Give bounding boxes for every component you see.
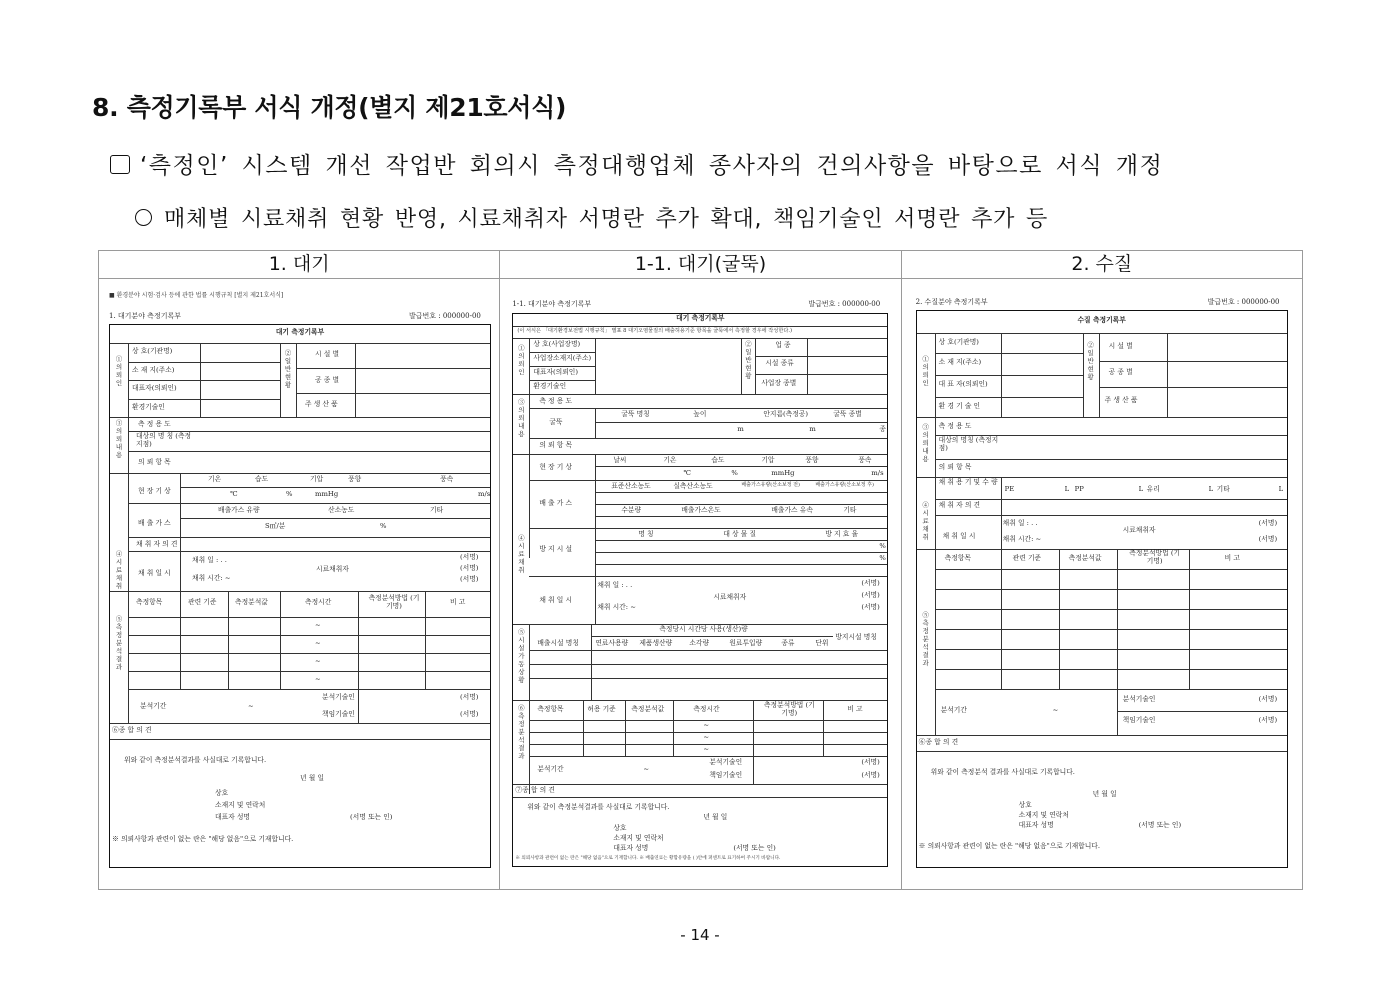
general-row: 주 생 산 품 bbox=[305, 400, 338, 408]
company: 상호 bbox=[1018, 801, 1032, 809]
form-comparison-table bbox=[98, 250, 1303, 890]
tilde: ~ bbox=[315, 657, 321, 665]
form-title: 대기 측정기록부 bbox=[275, 328, 325, 336]
client-row: 대표자(의뢰인) bbox=[132, 384, 177, 392]
representative: 대표자 성명 bbox=[1018, 821, 1054, 829]
result-col: 측정분석방법 (기기명) bbox=[368, 594, 420, 610]
operation-col: 연료사용량 bbox=[595, 639, 629, 647]
address: 소재지 및 연락처 bbox=[1018, 811, 1069, 819]
date-label: 채 취 일 시 bbox=[942, 532, 976, 540]
operation-col: 소각량 bbox=[689, 639, 710, 647]
section-title: 8. 측정기록부 서식 개정(별지 제21호서식) bbox=[92, 93, 567, 122]
sign-label: (서명) bbox=[861, 758, 880, 766]
exhaust-col: 표준산소농도 bbox=[611, 482, 651, 490]
result-col: 측정분석값 bbox=[631, 705, 665, 713]
form-note: ※ 의뢰사항과 관련이 없는 란은 "해당 없음"으로 기재합니다. bbox=[918, 842, 1101, 850]
operation-label: ⑤ 시설가동상황 bbox=[518, 628, 525, 684]
weather-unit: m/s bbox=[871, 469, 884, 477]
statement: 위와 같이 측정분석 결과를 사실대로 기록합니다. bbox=[930, 768, 1075, 776]
container-col: L bbox=[1064, 485, 1070, 493]
law-note: ■ 환경분야 시험·검사 등에 관한 법률 시행규칙 [별지 제21호서식] bbox=[109, 292, 284, 299]
exhaust-unit: % bbox=[380, 522, 387, 530]
analysis-period: 분석기간 bbox=[140, 702, 167, 710]
exhaust-col: 배출가스유량(산소보정 전) bbox=[741, 482, 800, 488]
operation-header: 측정당시 시간당 사용(생산)량 bbox=[659, 625, 748, 633]
result-col: 측정분석방법 (기기명) bbox=[763, 701, 815, 717]
general-row: 공 종 별 bbox=[1108, 368, 1133, 376]
exhaust-col: 배출가스 유속 bbox=[771, 506, 813, 514]
sign-label: (서명) bbox=[861, 603, 880, 611]
client-row: 대표자(의뢰인) bbox=[533, 368, 579, 376]
form-subtitle: 2. 수질분야 측정기록부 bbox=[915, 298, 988, 306]
weather-label: 현 장 기 상 bbox=[539, 463, 573, 471]
sign-label: (서명) bbox=[460, 575, 479, 583]
exhaust-col: 배출가스유량(산소보정 후) bbox=[815, 482, 874, 488]
issue-number: 발급번호 : 000000-00 bbox=[409, 312, 481, 320]
analyst-label: 분석기술인 bbox=[322, 693, 355, 701]
form-title: 수질 측정기록부 bbox=[1077, 316, 1126, 324]
client-row: 대 표 자(의뢰인) bbox=[938, 380, 988, 388]
circle-bullet-icon bbox=[135, 209, 152, 226]
weather-unit: ℃ bbox=[683, 469, 691, 477]
company: 상호 bbox=[613, 824, 627, 832]
exhaust-col: 실측산소농도 bbox=[673, 482, 713, 490]
percent: % bbox=[879, 542, 886, 550]
client-label: ① 의뢰인 bbox=[115, 355, 123, 387]
operation-col: 제품생산량 bbox=[639, 639, 673, 647]
panel-water bbox=[902, 251, 1302, 889]
stack-unit: m bbox=[737, 425, 744, 433]
representative: 대표자 성명 bbox=[613, 844, 649, 852]
sign-label: (서명) bbox=[460, 553, 479, 561]
sampler-label: 시료채취자 bbox=[316, 565, 349, 573]
stack-col: 안지름(측정공) bbox=[763, 410, 809, 418]
sign-label: (서명) bbox=[460, 693, 479, 701]
exhaust-unit: S㎥/분 bbox=[265, 522, 286, 530]
weather-col: 기압 bbox=[761, 456, 775, 464]
general-row: 시 설 별 bbox=[1108, 342, 1133, 350]
result-col: 관련 기준 bbox=[188, 598, 217, 606]
request-label: ③ 의뢰내용 bbox=[518, 398, 525, 438]
request-row: 의 뢰 항 목 bbox=[138, 458, 171, 466]
request-row: 측 정 용 도 bbox=[138, 420, 171, 428]
form-subtitle: 1. 대기분야 측정기록부 bbox=[109, 312, 181, 320]
operation-row: 배출시설 명칭 bbox=[537, 639, 579, 647]
issue-number: 발급번호 : 000000-00 bbox=[808, 300, 881, 308]
form-intro: (이 서식은 「대기환경보전법 시행규칙」 별표 8 대기오염물질의 배출허용기준 항목을 굴뚝에서 측정할 경우에 작성한다.) bbox=[517, 328, 793, 334]
sign-label: (서명) bbox=[460, 564, 479, 572]
date-time: 채취 시간: ~ bbox=[1002, 535, 1042, 543]
result-label: ⑤ 측정분석 결과 bbox=[115, 615, 123, 671]
result-col: 측정항목 bbox=[136, 598, 163, 606]
stack-col: 높이 bbox=[693, 410, 707, 418]
tilde: ~ bbox=[315, 675, 321, 683]
result-col: 측정시간 bbox=[693, 705, 720, 713]
panel-header-water: 2. 수질 bbox=[902, 251, 1302, 279]
client-row: 소 재 지(주소) bbox=[938, 358, 982, 366]
weather-col: 풍향 bbox=[805, 456, 819, 464]
sampling-label: ④ 시료채취 bbox=[518, 534, 525, 574]
result-col: 허용 기준 bbox=[587, 705, 616, 713]
operation-col: 단위 bbox=[815, 639, 829, 647]
bullet-primary bbox=[110, 147, 1163, 180]
general-label: ② 일반현황 bbox=[1087, 341, 1094, 381]
exhaust-col: 산소농도 bbox=[328, 506, 355, 514]
address: 소재지 및 연락처 bbox=[613, 834, 664, 842]
general-row: 주 생 산 품 bbox=[1104, 396, 1138, 404]
date-line: 년 월 일 bbox=[300, 774, 325, 782]
opinion-label: 채 취 자 의 견 bbox=[136, 540, 178, 548]
stack-form-preview bbox=[500, 279, 900, 889]
date-label: 채 취 일 시 bbox=[539, 596, 573, 604]
control-col: 방 지 효 율 bbox=[825, 530, 859, 538]
sampling-label: ④ 시료채취 bbox=[922, 501, 929, 541]
stack-unit: 종 bbox=[879, 425, 886, 433]
square-bullet-icon bbox=[110, 155, 130, 174]
date-day: 채취 일 : . . bbox=[1002, 519, 1038, 527]
general-row: 사업장 종별 bbox=[761, 379, 797, 387]
analysis-period: 분석기간 bbox=[940, 706, 967, 714]
chief-label: 책임기술인 bbox=[1122, 716, 1156, 724]
opinion-label: 채 취 자 의 견 bbox=[938, 501, 981, 509]
client-row: 소 재 지(주소) bbox=[132, 366, 175, 374]
analyst-label: 분석기술인 bbox=[709, 758, 743, 766]
stack-col: 굴뚝 명칭 bbox=[621, 410, 650, 418]
air-form-table bbox=[109, 324, 491, 868]
general-label: ② 일반현황 bbox=[284, 349, 292, 389]
result-col: 측정항목 bbox=[537, 705, 564, 713]
sampling-label: ④ 시료채취 bbox=[115, 550, 123, 590]
tilde: ~ bbox=[703, 721, 710, 729]
request-row: 대상의 명 칭 (측정지점) bbox=[136, 432, 192, 448]
client-row: 사업장소재지(주소) bbox=[533, 354, 592, 362]
control-col: 명 칭 bbox=[638, 530, 654, 538]
request-row: 대상의 명칭 (측정지점) bbox=[938, 436, 999, 452]
weather-col: 습도 bbox=[711, 456, 725, 464]
weather-col: 풍속 bbox=[440, 475, 454, 483]
date-line: 년 월 일 bbox=[1092, 790, 1117, 798]
stack-col: 굴뚝 종별 bbox=[833, 410, 862, 418]
date-line: 년 월 일 bbox=[703, 813, 728, 821]
tilde: ~ bbox=[315, 639, 321, 647]
result-col: 관련 기준 bbox=[1012, 554, 1042, 562]
rep-sign: (서명 또는 인) bbox=[1138, 821, 1182, 829]
panel-header-air: 1. 대기 bbox=[99, 251, 499, 279]
exhaust-col: 기타 bbox=[843, 506, 857, 514]
form-subtitle: 1-1. 대기분야 측정기록부 bbox=[512, 300, 592, 308]
client-label: ① 의뢰인 bbox=[922, 355, 929, 387]
result-col: 측정분석값 bbox=[1068, 554, 1102, 562]
sign-label: (서명) bbox=[861, 591, 880, 599]
date-day: 채취 일 : . . bbox=[597, 581, 633, 589]
statement: 위와 같이 측정분석결과를 사실대로 기록합니다. bbox=[527, 803, 670, 811]
rep-sign: (서명 또는 인) bbox=[350, 813, 393, 821]
tilde: ~ bbox=[703, 745, 710, 753]
weather-col: 습도 bbox=[255, 475, 269, 483]
tilde: ~ bbox=[315, 621, 321, 629]
date-time: 채취 시간: ~ bbox=[192, 574, 231, 582]
sign-label: (서명) bbox=[1258, 535, 1278, 543]
overall-opinion: ⑥종 합 의 견 bbox=[918, 738, 959, 746]
sign-label: (서명) bbox=[861, 771, 880, 779]
bullet-secondary bbox=[135, 202, 1048, 233]
client-row: 환경기술인 bbox=[533, 382, 567, 390]
request-row: 측 정 용 도 bbox=[938, 422, 972, 430]
operation-col: 방지시설 명칭 bbox=[835, 633, 877, 641]
control-label: 방 지 시 설 bbox=[539, 545, 573, 553]
form-title: 대기 측정기록부 bbox=[676, 314, 725, 322]
form-note: ※ 의뢰사항과 관련이 없는 란은 "해당 없음"으로 기재합니다. bbox=[112, 835, 294, 843]
weather-unit: m/s bbox=[478, 490, 491, 498]
date-time: 채취 시간: ~ bbox=[597, 603, 636, 611]
sign-label: (서명) bbox=[1258, 519, 1278, 527]
sign-label: (서명) bbox=[1258, 695, 1278, 703]
stack-label: 굴뚝 bbox=[549, 418, 563, 426]
request-label: ③ 의뢰내용 bbox=[922, 423, 929, 463]
result-col: 측정시간 bbox=[305, 598, 332, 606]
container-col: L bbox=[1278, 485, 1284, 493]
panel-header-air-stack: 1-1. 대기(굴뚝) bbox=[500, 251, 900, 279]
weather-unit: % bbox=[731, 469, 738, 477]
result-label: ⑥ 측정분석결과 bbox=[518, 704, 525, 760]
result-col: 측정분석방법 (기기명) bbox=[1129, 549, 1181, 565]
percent: % bbox=[879, 554, 886, 562]
sign-label: (서명) bbox=[460, 710, 479, 718]
air-form-preview bbox=[99, 279, 499, 889]
sampler-label: 시료채취자 bbox=[713, 593, 747, 601]
weather-col: 풍향 bbox=[348, 475, 362, 483]
request-label: ③ 의뢰내용 bbox=[115, 419, 123, 459]
weather-col: 기온 bbox=[208, 475, 222, 483]
panel-air bbox=[99, 251, 500, 889]
analysis-period: 분석기간 bbox=[537, 765, 564, 773]
date-day: 채취 일 : . . bbox=[192, 556, 227, 564]
container-col: PP bbox=[1074, 485, 1084, 493]
container-col: PE bbox=[1004, 485, 1015, 493]
water-form-preview bbox=[902, 279, 1302, 889]
client-row: 상 호(기관명) bbox=[132, 347, 173, 355]
weather-label: 현 장 기 상 bbox=[138, 487, 171, 495]
general-row: 시 설 별 bbox=[315, 350, 340, 358]
weather-col: 풍속 bbox=[858, 456, 872, 464]
exhaust-label: 배 출 가 스 bbox=[539, 499, 573, 507]
bullet-secondary-text: 매체별 시료채취 현황 반영, 시료채취자 서명란 추가 확대, 책임기술인 서명란 추가 등 bbox=[164, 207, 1049, 232]
sign-label: (서명) bbox=[861, 579, 880, 587]
weather-unit: mmHg bbox=[315, 490, 339, 498]
container-col: 유리 bbox=[1146, 485, 1160, 493]
weather-col: 기압 bbox=[310, 475, 324, 483]
tilde: ~ bbox=[1052, 706, 1059, 714]
rep-sign: (서명 또는 인) bbox=[733, 844, 776, 852]
exhaust-col: 수분량 bbox=[621, 506, 642, 514]
container-label: 채 취 용 기 및 수 량 bbox=[938, 478, 998, 486]
result-col: 비 고 bbox=[847, 705, 863, 713]
representative: 대표자 성명 bbox=[215, 813, 250, 821]
result-col: 비 고 bbox=[450, 598, 466, 606]
overall-opinion: ⑥종 합 의 견 bbox=[112, 726, 152, 734]
issue-number: 발급번호 : 000000-00 bbox=[1207, 298, 1280, 306]
water-form-table bbox=[916, 310, 1288, 868]
container-col: 기타 bbox=[1216, 485, 1230, 493]
tilde: ~ bbox=[703, 733, 710, 741]
result-col: 비 고 bbox=[1224, 554, 1240, 562]
company: 상호 bbox=[215, 789, 229, 797]
tilde: ~ bbox=[248, 702, 254, 710]
chief-label: 책임기술인 bbox=[322, 710, 355, 718]
weather-unit: ℃ bbox=[230, 490, 238, 498]
weather-col: 기온 bbox=[663, 456, 677, 464]
stack-unit: m bbox=[809, 425, 816, 433]
exhaust-col: 배출가스온도 bbox=[681, 506, 721, 514]
client-row: 환 경 기 술 인 bbox=[938, 402, 981, 410]
client-row: 상 호(기관명) bbox=[938, 338, 979, 346]
request-row: 의 뢰 항 목 bbox=[938, 463, 972, 471]
items-label: 의 뢰 항 목 bbox=[539, 441, 573, 449]
result-col: 측정항목 bbox=[944, 554, 971, 562]
sign-label: (서명) bbox=[1258, 716, 1278, 724]
container-col: L bbox=[1208, 485, 1214, 493]
date-label: 채 취 일 시 bbox=[138, 569, 171, 577]
bullet-primary-text: ‘측정인’ 시스템 개선 작업반 회의시 측정대행업체 종사자의 건의사항을 바탕으로 서식 개정 bbox=[140, 153, 1164, 179]
control-col: 대 상 물 질 bbox=[723, 530, 757, 538]
sampler-label: 시료채취자 bbox=[1122, 526, 1156, 534]
general-row: 공 종 별 bbox=[315, 376, 340, 384]
tilde: ~ bbox=[643, 765, 650, 773]
weather-unit: % bbox=[286, 490, 293, 498]
client-label: ① 의뢰인 bbox=[518, 344, 525, 376]
overall-opinion: ⑦종 합 의 견 bbox=[515, 786, 555, 794]
chief-label: 책임기술인 bbox=[709, 771, 743, 779]
result-label: ⑤ 측정분석 결과 bbox=[922, 611, 929, 667]
general-row: 시설 종류 bbox=[765, 359, 794, 367]
weather-col: 날씨 bbox=[613, 456, 627, 464]
weather-unit: mmHg bbox=[771, 469, 795, 477]
result-col: 측정분석값 bbox=[235, 598, 268, 606]
statement: 위와 같이 측정분석결과를 사실대로 기록합니다. bbox=[124, 756, 267, 764]
exhaust-col: 기타 bbox=[430, 506, 444, 514]
stack-form-table bbox=[512, 313, 888, 867]
general-label: ② 일반현황 bbox=[745, 340, 752, 380]
page-number: - 14 - bbox=[680, 926, 720, 944]
panel-air-stack bbox=[500, 251, 901, 889]
general-row: 업 종 bbox=[775, 341, 791, 349]
operation-col: 종류 bbox=[781, 639, 795, 647]
purpose-label: 측 정 용 도 bbox=[539, 397, 573, 405]
analyst-label: 분석기술인 bbox=[1122, 695, 1156, 703]
exhaust-col: 배출가스 유량 bbox=[218, 506, 260, 514]
address: 소재지 및 연락처 bbox=[215, 801, 266, 809]
form-note: ※ 의뢰사항과 관련이 없는 란은 "해당 없음"으로 기재합니다. ※ 배출연료는 황함유량을 ( )안에 퍼센트로 표기하여 주시기 바랍니다. bbox=[515, 856, 781, 861]
client-row: 상 호(사업장명) bbox=[533, 340, 581, 348]
operation-col: 원료투입량 bbox=[729, 639, 763, 647]
container-col: L bbox=[1138, 485, 1144, 493]
exhaust-label: 배 출 가 스 bbox=[138, 519, 171, 527]
client-row: 환경기술인 bbox=[132, 403, 165, 411]
